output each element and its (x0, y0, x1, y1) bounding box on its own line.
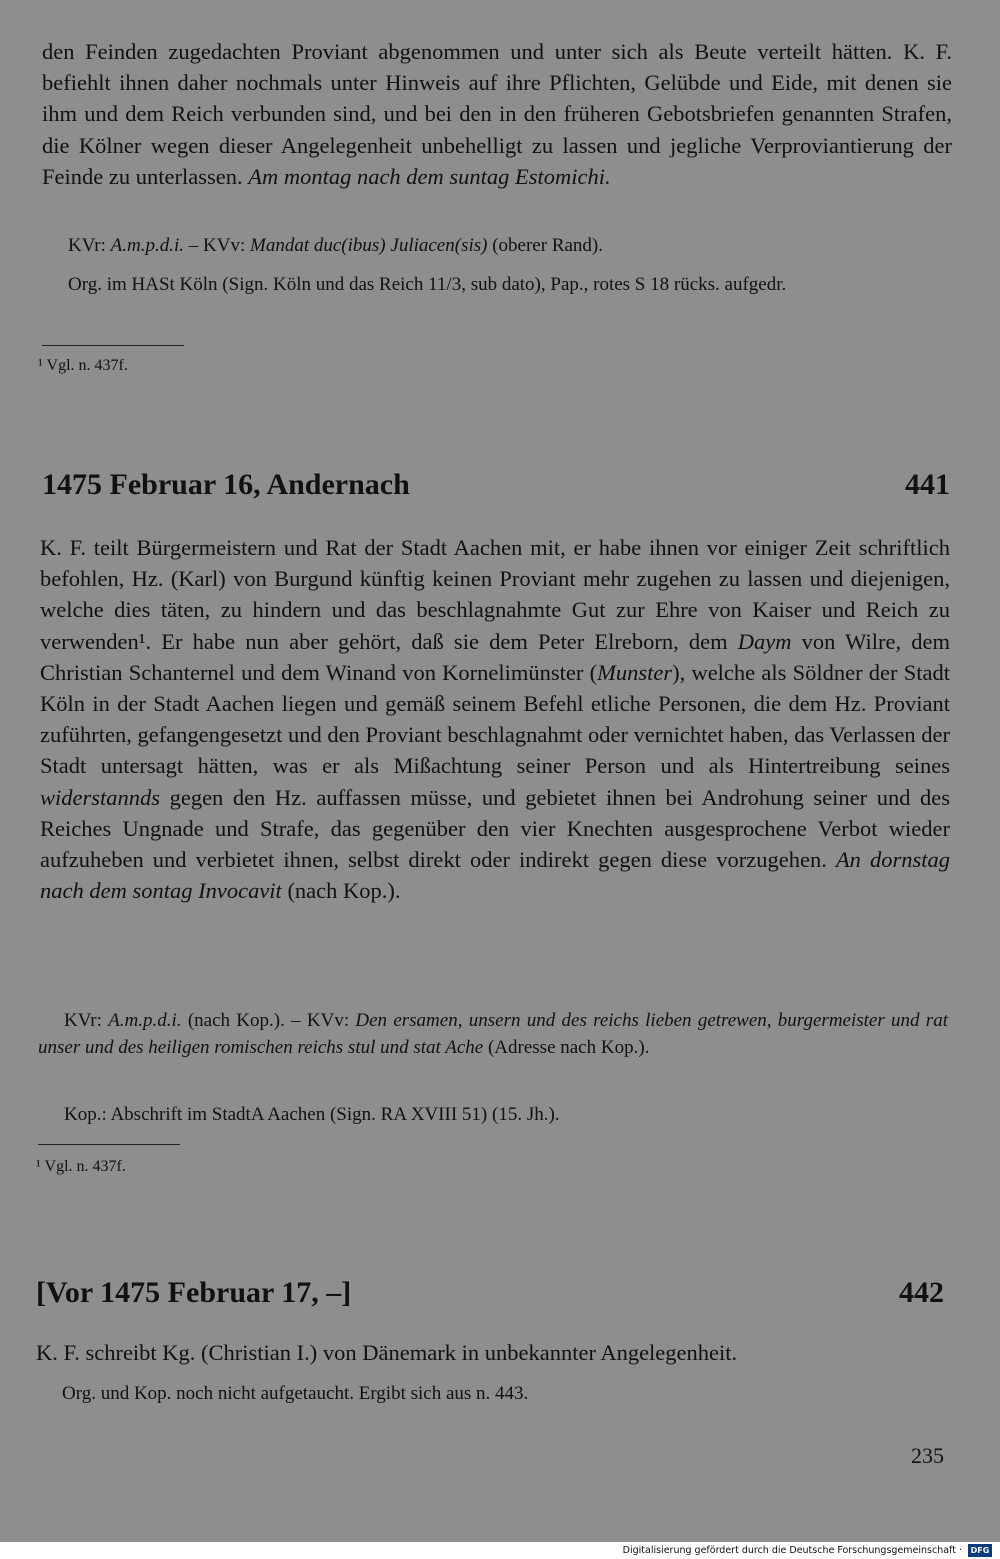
doc441-number: 441 (905, 468, 950, 501)
doc440-kv-line: KVr: A.m.p.d.i. – KVv: Mandat duc(ibus) Juliacen(sis) (oberer Rand). (68, 235, 603, 256)
doc441-footnote: ¹ Vgl. n. 437f. (36, 1158, 126, 1175)
footnote-divider (42, 345, 184, 346)
doc442-regest: K. F. schreibt Kg. (Christian I.) von Dänemark in unbekannter Angelegenheit. (36, 1340, 738, 1365)
page-number: 235 (911, 1443, 944, 1468)
doc440-source: Org. im HASt Köln (Sign. Köln und das Reich 11/3, sub dato), Pap., rotes S 18 rücks. aufgedr. (68, 274, 787, 295)
doc440-text (42, 36, 952, 192)
dfg-logo-icon: DFG (968, 1544, 992, 1557)
doc440-regest (42, 36, 952, 192)
doc441-kv-line: KVr: A.m.p.d.i. (nach Kop.). – KVv: Den ersamen, unsern und des reichs lieben getrewen, burgermeister und rat unser und des heiligen romischen reichs stul und stat Ache (Adresse nach Kop.). (38, 1010, 948, 1058)
doc440-date: Am montag nach dem suntag Estomichi. (248, 163, 611, 189)
footer-credit: Digitalisierung gefördert durch die Deutsche Forschungsgemeinschaft · (622, 1545, 962, 1556)
doc442-heading: [Vor 1475 Februar 17, –] (36, 1276, 352, 1309)
doc441-regest: K. F. teilt Bürgermeistern und Rat der Stadt Aachen mit, er habe ihnen vor einiger Zeit schriftlich befohlen, Hz. (Karl) von Burgund künftig keinen Proviant mehr zugehen zu lassen und diejenigen, welche dies täten, zu hindern und das beschlagnahmte Gut zur Ehre von Kaiser und Reich zu verwenden¹. Er habe nun aber gehört, daß sie dem Peter Elreborn, dem Daym von Wilre, dem Christian Schanternel und dem Winand von Kornelimünster (Munster), welche als Söldner der Stadt Köln in der Stadt Aachen liegen und gemäß seinem Befehl etliche Personen, die dem Hz. Proviant zuführten, gefangengesetzt und den Proviant beschlagnahmt oder vernichtet haben, das Verlassen der Stadt untersagt hätten, was er als Mißachtung seiner Person und als Hintertreibung seines widerstannds gegen den Hz. auffassen müsse, und gebietet ihnen bei Androhung seiner und des Reiches Ungnade und Strafe, das gegenüber den vier Knechten ausgesprochene Verbot wieder aufzuheben und verbietet ihnen, selbst direkt oder indirekt gegen diese vorzugehen. An dornstag nach dem sontag Invocavit (nach Kop.). (40, 535, 950, 904)
doc442-source: Org. und Kop. noch nicht aufgetaucht. Ergibt sich aus n. 443. (62, 1383, 529, 1404)
doc441-heading: 1475 Februar 16, Andernach (42, 468, 410, 501)
doc440-body: den Feinden zugedachten Proviant abgenommen und unter sich als Beute verteilt hätten. K. F. befiehlt ihnen daher nochmals unter Hinweis auf ihre Pflichten, Gelübde und Eide, mit denen sie ihm und dem Reich verbunden sind, und bei den in den früheren Gebotsbriefen genannten Strafen, die Kölner wegen dieser Angelegenheit unbehelligt zu lassen und jegliche Verproviantierung der Feinde zu unterlassen. (42, 39, 952, 189)
doc441-source: Kop.: Abschrift im StadtA Aachen (Sign. RA XVIII 51) (15. Jh.). (64, 1104, 560, 1125)
doc440-footnote: ¹ Vgl. n. 437f. (38, 357, 128, 374)
doc442-number: 442 (899, 1276, 944, 1309)
footnote-divider (38, 1144, 180, 1145)
